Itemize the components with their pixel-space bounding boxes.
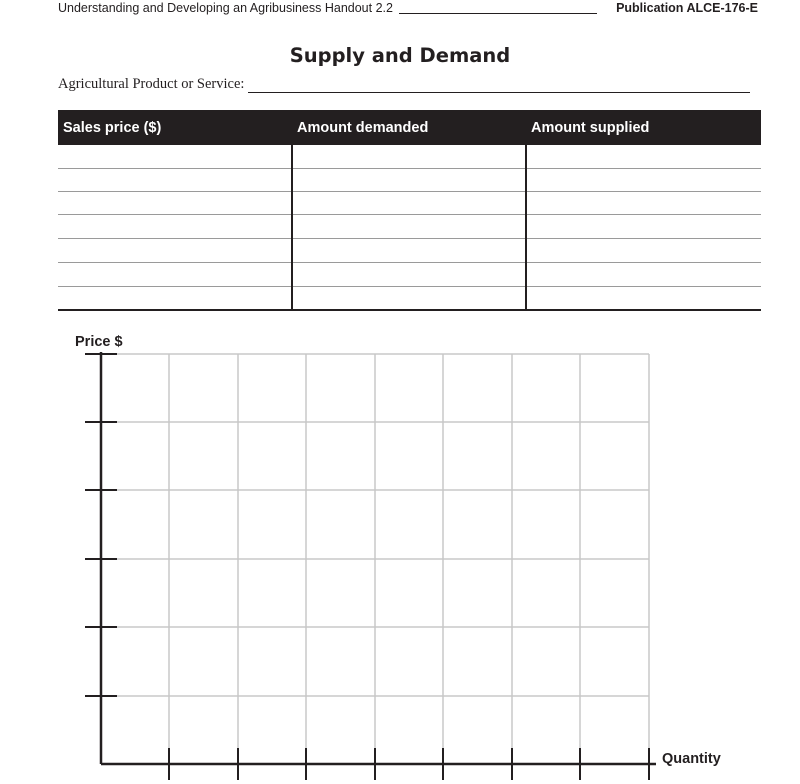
publication-number: Publication ALCE-176-E — [616, 1, 758, 15]
graph-gridlines — [101, 354, 649, 764]
column-header-amount-demanded: Amount demanded — [297, 119, 429, 136]
handout-header-title: Understanding and Developing an Agribusiness Handout 2.2 — [58, 1, 393, 15]
column-header-amount-supplied: Amount supplied — [531, 119, 650, 136]
x-axis-label: Quantity — [662, 751, 721, 767]
column-header-sales-price: Sales price ($) — [63, 119, 162, 136]
graph-axes — [85, 352, 656, 780]
product-field-label: Agricultural Product or Service: — [58, 76, 245, 92]
y-axis-label: Price $ — [75, 334, 123, 350]
page-title: Supply and Demand — [289, 44, 511, 67]
